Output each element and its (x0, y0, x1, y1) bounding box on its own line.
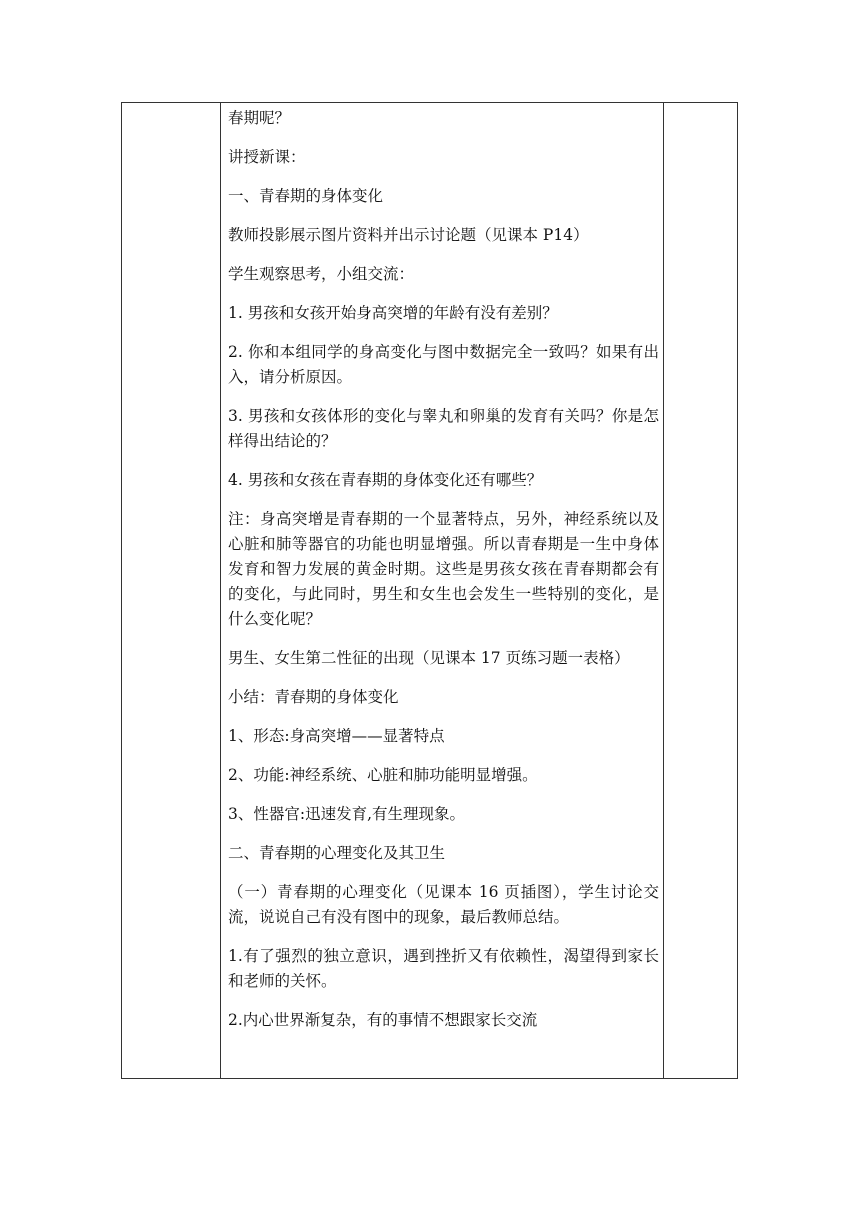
question-3: 3. 男孩和女孩体形的变化与睾丸和卵巢的发育有关吗？你是怎样得出结论的？ (228, 407, 659, 450)
question-4: 4. 男孩和女孩在青春期的身体变化还有哪些？ (228, 471, 543, 489)
paragraph-teacher-projection: 教师投影展示图片资料并出示讨论题（见课本 P14） (228, 226, 589, 244)
mental-item-2: 2.内心世界渐复杂，有的事情不想跟家长交流 (228, 1011, 538, 1029)
summary-item-2: 2、功能:神经系统、心脏和肺功能明显增强。 (228, 766, 538, 784)
question-2: 2. 你和本组同学的身高变化与图中数据完全一致吗？如果有出入，请分析原因。 (228, 343, 659, 386)
paragraph-continued-question: 春期呢？ (228, 109, 291, 127)
summary-item-3: 3、性器官:迅速发育,有生理现象。 (228, 805, 466, 823)
summary-item-1: 1、形态:身高突增——显著特点 (228, 727, 445, 745)
content-cell (221, 103, 664, 1079)
paragraph-mental-discussion: （一）青春期的心理变化（见课本 16 页插图），学生讨论交流，说说自己有没有图中的现象，最后教师总结。 (228, 883, 659, 926)
summary-heading: 小结：青春期的身体变化 (228, 688, 399, 706)
mental-item-1: 1.有了强烈的独立意识，遇到挫折又有依赖性，渴望得到家长和老师的关怀。 (228, 947, 659, 990)
heading-mental-changes: 二、青春期的心理变化及其卫生 (228, 844, 446, 862)
table-row (122, 103, 738, 1079)
heading-body-changes: 一、青春期的身体变化 (228, 187, 384, 205)
paragraph-student-observe: 学生观察思考，小组交流： (228, 265, 415, 283)
paragraph-secondary-traits: 男生、女生第二性征的出现（见课本 17 页练习题一表格） (228, 649, 630, 667)
question-1: 1. 男孩和女孩开始身高突增的年龄有没有差别？ (228, 304, 558, 322)
content-body (221, 103, 663, 1033)
lesson-plan-table (121, 102, 738, 1079)
right-column-cell (664, 103, 738, 1079)
left-column-cell (122, 103, 221, 1079)
note-paragraph: 注：身高突增是青春期的一个显著特点，另外，神经系统以及心脏和肺等器官的功能也明显增强。所以青春期是一生中身体发育和智力发展的黄金时期。这些是男孩女孩在青春期都会有的变化，与此同时，男生和女生也会发生一些特别的变化，是什么变化呢？ (228, 510, 659, 628)
paragraph-new-lesson: 讲授新课： (228, 148, 306, 166)
